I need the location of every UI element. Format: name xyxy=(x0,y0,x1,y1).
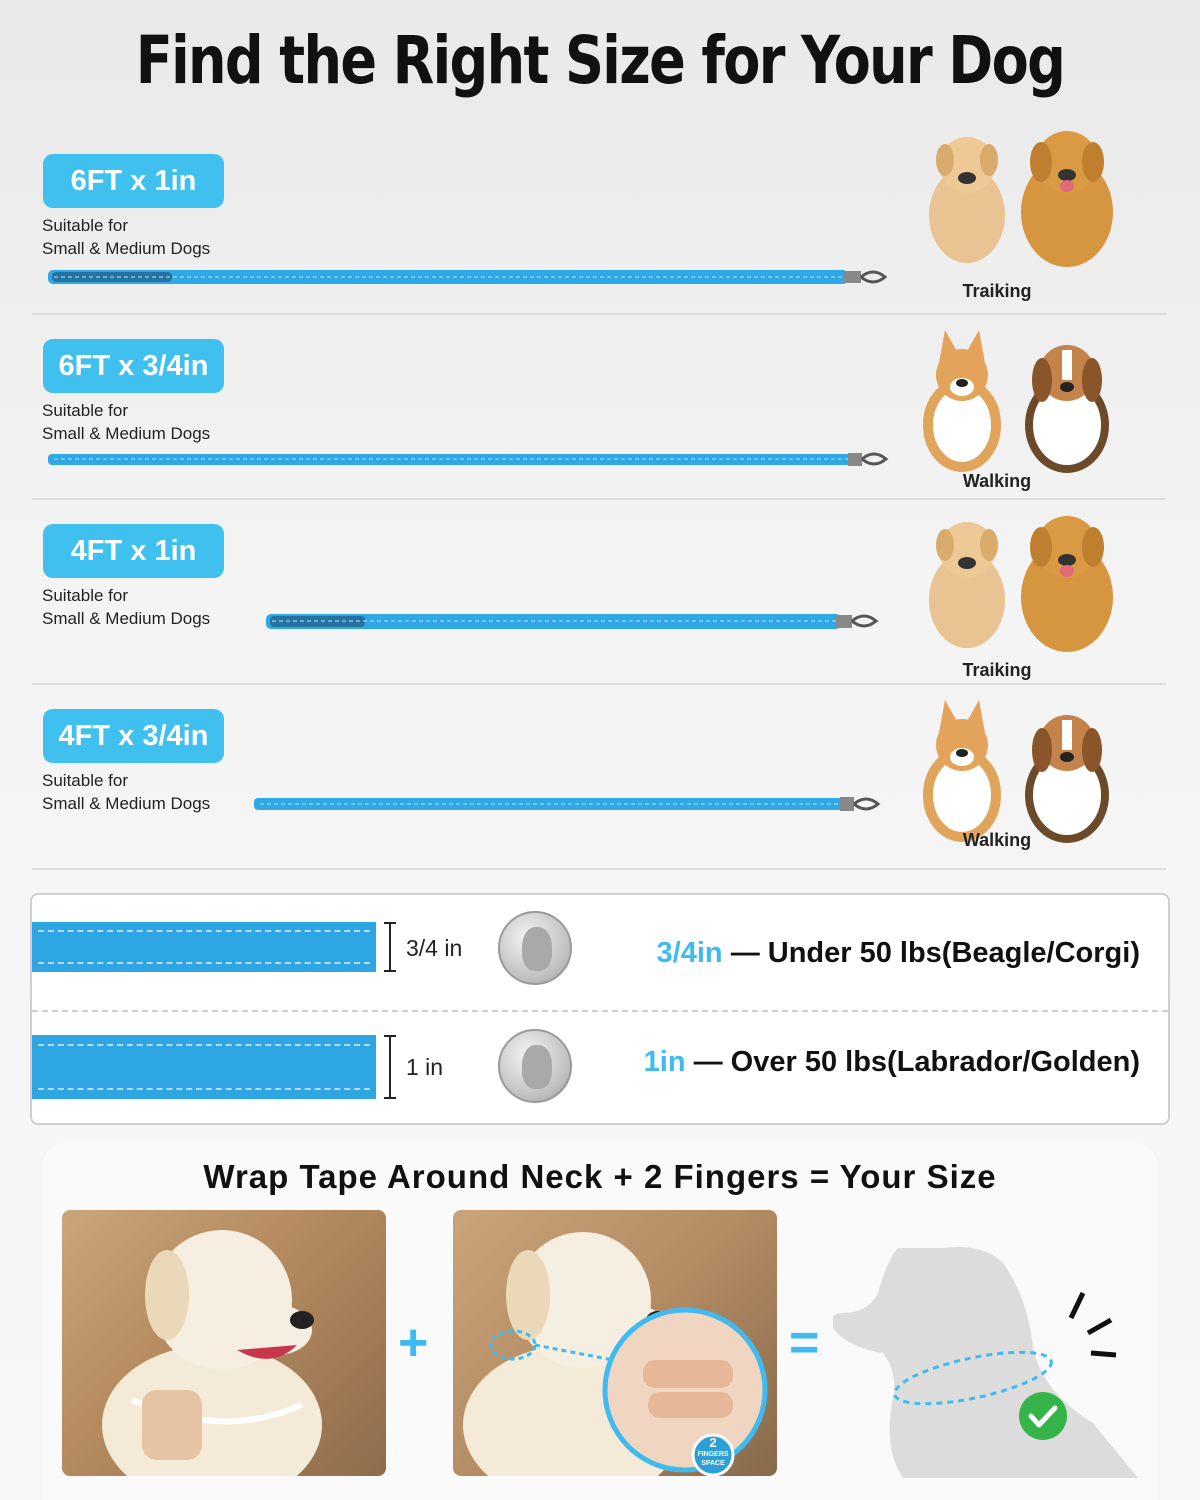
leash-image xyxy=(266,610,886,634)
fingers-badge: 2 FINGERS SPACE xyxy=(697,1435,729,1467)
usage-label: Traiking xyxy=(962,281,1032,301)
measuring-guide-title: Wrap Tape Around Neck + 2 Fingers = Your Size xyxy=(203,1158,997,1195)
measure-label: 3/4 in xyxy=(406,935,463,961)
measure-bracket xyxy=(389,922,391,972)
dogs-image xyxy=(907,505,1127,655)
size-row-2 xyxy=(32,315,1166,500)
size-row-3 xyxy=(32,500,1166,685)
strap-1in-image xyxy=(32,1035,376,1099)
two-fingers-photo xyxy=(453,1210,777,1476)
usage-label: Walking xyxy=(962,471,1032,491)
dogs-image xyxy=(907,325,1127,475)
page-title: Find the Right Size for Your Dog xyxy=(135,22,1065,99)
quarter-coin-image xyxy=(498,911,572,985)
suitable-text: Suitable for Small & Medium Dogs xyxy=(42,216,211,258)
size-badge: 6FT x 3/4in xyxy=(43,339,224,393)
suitable-text: Suitable for Small & Medium Dogs xyxy=(42,771,211,813)
quarter-coin-image xyxy=(498,1029,572,1103)
usage-label: Traiking xyxy=(962,660,1032,680)
divider xyxy=(32,868,1166,870)
equals-sign: = xyxy=(789,1314,820,1372)
size-row-1 xyxy=(32,130,1166,315)
size-badge: 6FT x 1in xyxy=(43,154,224,208)
size-recommendation: 3/4in — Under 50 lbs(Beagle/Corgi) xyxy=(656,937,1140,969)
leash-image xyxy=(48,449,893,473)
usage-label: Walking xyxy=(962,830,1032,850)
measuring-guide-panel xyxy=(43,1143,1157,1500)
leash-image xyxy=(48,266,893,290)
size-badge: 4FT x 1in xyxy=(43,524,224,578)
dog-measuring-photo xyxy=(62,1210,386,1476)
suitable-text: Suitable for Small & Medium Dogs xyxy=(42,401,211,443)
width-comparison-panel xyxy=(30,893,1170,1125)
plus-sign: + xyxy=(398,1314,429,1372)
strap-3-4in-image xyxy=(32,922,376,972)
divider xyxy=(32,1010,1168,1012)
suitable-text: Suitable for Small & Medium Dogs xyxy=(42,586,211,628)
size-recommendation: 1in — Over 50 lbs(Labrador/Golden) xyxy=(643,1046,1140,1078)
measure-label: 1 in xyxy=(406,1054,444,1080)
dogs-image xyxy=(907,120,1127,270)
size-badge: 4FT x 3/4in xyxy=(43,709,224,763)
size-row-4 xyxy=(32,685,1166,870)
dog-silhouette-with-collar xyxy=(833,1238,1143,1478)
leash-image xyxy=(254,793,884,817)
dogs-image xyxy=(907,695,1127,845)
measure-bracket xyxy=(389,1035,391,1099)
